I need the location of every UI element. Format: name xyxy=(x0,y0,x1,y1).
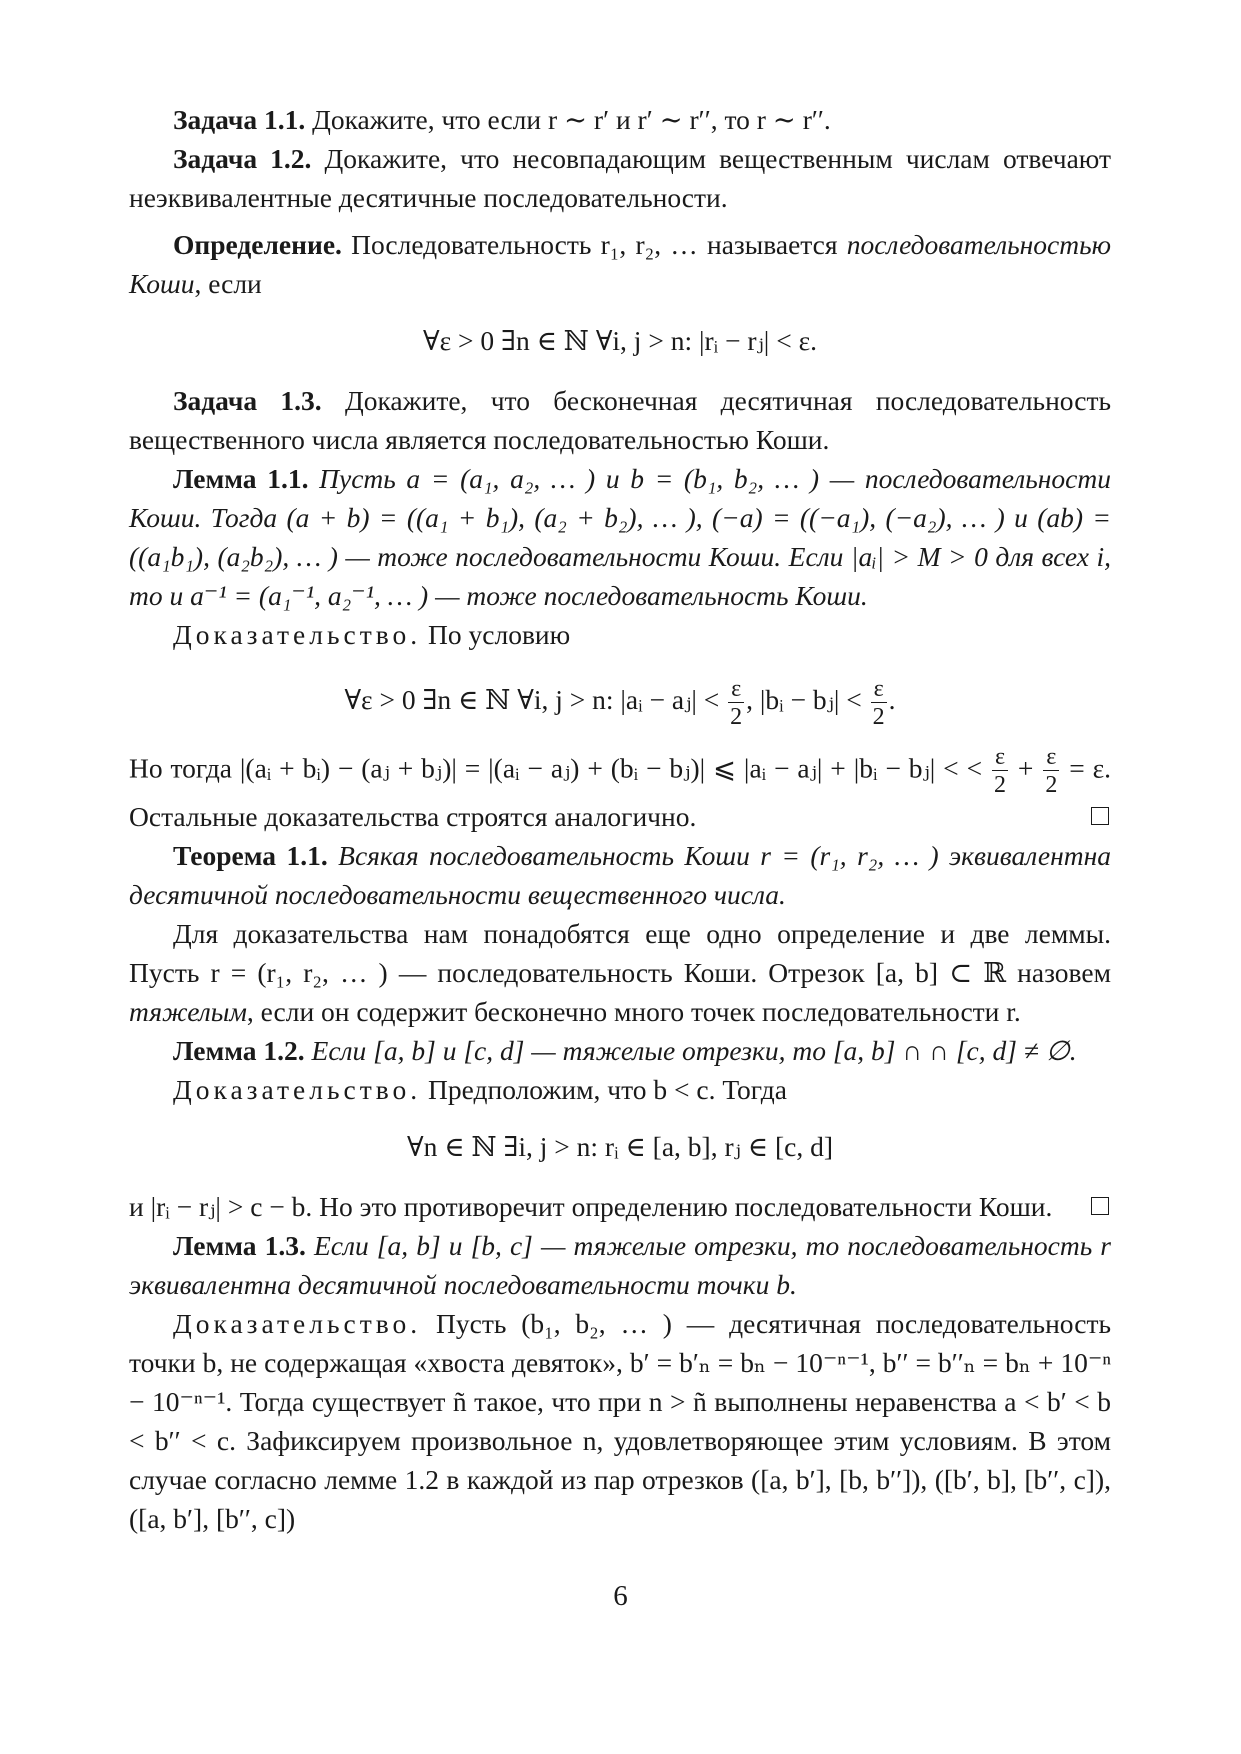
lemma-text: Пусть a = (a₁, a₂, … ) и b = (b₁, b₂, … ) — последовательности Коши. Тогда (a + b) = ((a₁ + b₁), (a₂ + b₂), … ), (−a) = ((−a₁), (−a₂), … ) и (ab) = ((a₁b₁), (a₂b₂), … ) — тоже последовательности Коши. Если |aᵢ| > M > 0 для всех i, то и a⁻¹ = (a₁⁻¹, a₂⁻¹, … ) — тоже последовательность Коши. xyxy=(129,463,1111,611)
fraction xyxy=(992,745,1008,797)
fraction-denominator: 2 xyxy=(872,703,885,730)
page-number: 6 xyxy=(613,1580,628,1612)
definition xyxy=(129,225,1111,303)
definition-term: последовательностью Коши xyxy=(129,229,1112,299)
task-text: Докажите, что несовпадающим вещественным числам отвечают неэквивалентные десятичные последовательности. xyxy=(129,143,1111,213)
lemma-1-3 xyxy=(129,1226,1111,1304)
heavy-segment-paragraph xyxy=(129,914,1111,1031)
lemma-label: Лемма 1.2. xyxy=(173,1034,305,1066)
proof-1-1 xyxy=(129,615,1111,654)
task-1-3 xyxy=(129,381,1111,459)
page-body xyxy=(129,100,1111,1538)
lemma-text: Если [a, b] и [c, d] — тяжелые отрезки, то [a, b] ∩ ∩ [c, d] ≠ ∅. xyxy=(311,1034,1077,1066)
formula-mid: , |bᵢ − bⱼ| < xyxy=(746,684,862,715)
heavy-term: тяжелым xyxy=(129,995,247,1027)
definition-tail: , если xyxy=(194,268,262,299)
fraction-denominator: 2 xyxy=(1045,771,1058,798)
lemma-label: Лемма 1.1. xyxy=(173,463,309,494)
fraction-numerator: ε xyxy=(871,677,887,703)
fraction-denominator: 2 xyxy=(730,703,743,730)
fraction xyxy=(728,677,744,729)
cauchy-formula: ∀ε > 0 ∃n ∈ ℕ ∀i, j > n: |rᵢ − rⱼ| < ε. xyxy=(423,325,817,356)
lemma-label: Лемма 1.3. xyxy=(173,1229,306,1261)
proof-1-1-continuation xyxy=(129,745,1111,836)
fraction xyxy=(1043,745,1059,797)
proof-text: По условию xyxy=(428,619,571,650)
theorem-label: Теорема 1.1. xyxy=(173,839,328,871)
continuation-lt: < xyxy=(966,752,983,783)
task-text: Докажите, что бесконечная десятичная последовательность вещественного числа является последовательностью Коши. xyxy=(129,385,1112,455)
paragraph-text: Для доказательства нам понадобятся еще одно определение и две леммы. Пусть r = (r₁, r₂, … ) — последовательность Коши. Отрезок [a, b] ⊂ ℝ назовем xyxy=(129,917,1111,988)
qed-square-icon xyxy=(1091,1197,1109,1215)
task-1-1 xyxy=(129,100,1111,139)
task-label: Задача 1.1. xyxy=(173,104,306,135)
continuation-plus: + xyxy=(1017,752,1034,783)
lemma-1-1 xyxy=(129,459,1111,615)
proof-1-3 xyxy=(129,1304,1111,1538)
proof-text: Предположим, что b < c. Тогда xyxy=(428,1073,787,1105)
lemma-text: Если [a, b] и [b, c] — тяжелые отрезки, то последовательность r эквивалентна десятичной последовательности точки b. xyxy=(129,1229,1112,1300)
definition-label: Определение. xyxy=(173,229,342,260)
task-text: Докажите, что если r ∼ r′ и r′ ∼ r′′, то r ∼ r′′. xyxy=(312,104,831,135)
proof-label: Доказательство. xyxy=(173,619,422,650)
fraction xyxy=(871,677,887,729)
proof-text: Пусть (b₁, b₂, … ) — десятичная последовательность точки b, не содержащая «хвоста девяток», b′ = b′ₙ = bₙ − 10⁻ⁿ⁻¹, b′′ = b′′ₙ = bₙ + 10⁻ⁿ − 10⁻ⁿ⁻¹. Тогда существует ñ такое, что при n > ñ выполнены неравенства a < b′ < b < b′′ < c. Зафиксируем произвольное n, удовлетворяющее этим условиям. В этом случае согласно лемме 1.2 в каждой из пар отрезков ([a, b′], [b, b′′]), ([b′, b], [b′′, c]), ([a, b′], [b′′, c]) xyxy=(129,1307,1111,1534)
theorem-1-1 xyxy=(129,836,1111,914)
fraction-numerator: ε xyxy=(992,745,1008,771)
continuation-tail: = ε. Остальные доказательства строятся аналогично. xyxy=(129,752,1112,832)
lemma-1-2 xyxy=(129,1031,1111,1070)
task-1-2 xyxy=(129,139,1111,217)
task-label: Задача 1.3. xyxy=(173,385,322,416)
theorem-text: Всякая последовательность Коши r = (r₁, r₂, … ) эквивалентна десятичной последовательности вещественного числа. xyxy=(129,839,1112,910)
proof-label: Доказательство. xyxy=(173,1073,422,1105)
formula-end: . xyxy=(888,684,896,715)
continuation-line: Но тогда |(aᵢ + bᵢ) − (aⱼ + bⱼ)| = |(aᵢ − aⱼ) + (bᵢ − bⱼ)| ⩽ |aᵢ − aⱼ| + |bᵢ − bⱼ| < xyxy=(129,752,959,783)
formula-left: ∀ε > 0 ∃n ∈ ℕ ∀i, j > n: |aᵢ − aⱼ| < xyxy=(344,684,720,715)
proof-1-2-formula: ∀n ∈ ℕ ∃i, j > n: rᵢ ∈ [a, b], rⱼ ∈ [c, d] xyxy=(406,1130,834,1162)
continuation-text: и |rᵢ − rⱼ| > c − b. Но это противоречит определению последовательности Коши. xyxy=(129,1190,1053,1222)
proof-1-2 xyxy=(129,1070,1111,1109)
qed-square-icon xyxy=(1091,807,1109,825)
paragraph-tail: , если он содержит бесконечно много точек последовательности r. xyxy=(246,995,1021,1027)
fraction-denominator: 2 xyxy=(994,771,1006,798)
task-label: Задача 1.2. xyxy=(173,143,312,174)
definition-text: Последовательность r₁, r₂, … называется xyxy=(351,229,838,260)
fraction-numerator: ε xyxy=(728,677,744,703)
proof-label: Доказательство. xyxy=(173,1307,422,1339)
proof-1-2-continuation xyxy=(129,1187,1111,1226)
proof-1-1-formula xyxy=(129,672,1111,729)
fraction-numerator: ε xyxy=(1043,745,1059,771)
